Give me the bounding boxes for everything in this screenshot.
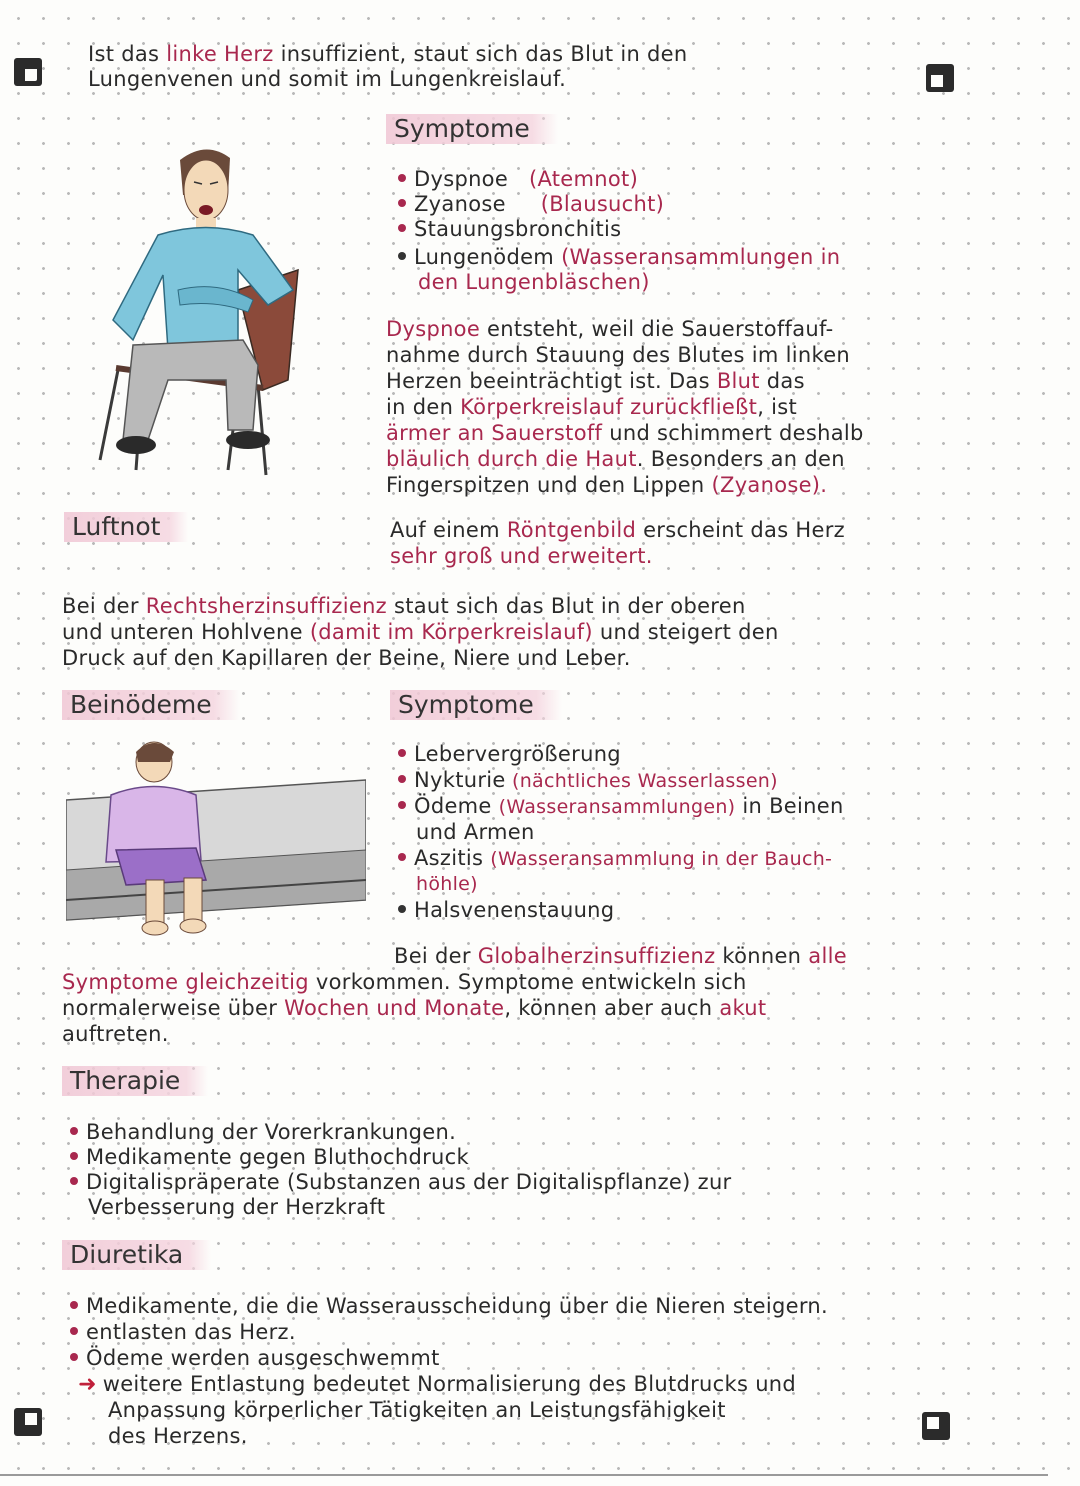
diuretics-arrow-line-3: des Herzens. bbox=[108, 1424, 248, 1448]
diuretics-item-1: Medikamente, die die Wasserausscheidung über die Nieren steigern. bbox=[70, 1294, 828, 1319]
symptom-lungenoedem: Lungenödem (Wasseransammlungen in bbox=[398, 245, 840, 270]
right-heart-line-3: Druck auf den Kapillaren der Beine, Niere und Leber. bbox=[62, 646, 631, 670]
corner-marker-top-left bbox=[14, 58, 42, 86]
therapy-item-3: Digitalispräperate (Substanzen aus der Digitalispflanze) zur bbox=[70, 1170, 732, 1195]
global-line-2: Symptome gleichzeitig vorkommen. Symptome entwickeln sich bbox=[62, 970, 747, 994]
symptom-stauungsbronchitis: Stauungsbronchitis bbox=[398, 217, 621, 242]
illustration-woman-sitting-couch bbox=[66, 740, 366, 940]
global-line-3: normalerweise über Wochen und Monate, können aber auch akut bbox=[62, 996, 767, 1020]
xray-line-2: sehr groß und erweitert. bbox=[390, 544, 653, 568]
dyspnoe-line-4: in den Körperkreislauf zurückfließt, ist bbox=[386, 395, 798, 419]
corner-marker-bottom-left bbox=[14, 1408, 42, 1436]
intro-line-2: Lungenvenen und somit im Lungenkreislauf. bbox=[88, 67, 567, 91]
intro-line-1: Ist das linke Herz insuffizient, staut sich das Blut in den bbox=[88, 42, 688, 66]
diuretics-item-3: Ödeme werden ausgeschwemmt bbox=[70, 1346, 440, 1371]
diuretics-arrow-line-2: Anpassung körperlicher Tätigkeiten an Leistungsfähigkeit bbox=[108, 1398, 726, 1422]
global-line-4: auftreten. bbox=[62, 1022, 169, 1046]
dyspnoe-line-7: Fingerspitzen und den Lippen (Zyanose). bbox=[386, 473, 828, 497]
therapy-item-2: Medikamente gegen Bluthochdruck bbox=[70, 1145, 469, 1170]
corner-marker-bottom-right bbox=[922, 1412, 950, 1440]
symptom-oedeme-cont: und Armen bbox=[416, 820, 535, 844]
dyspnoe-line-1: Dyspnoe entsteht, weil die Sauerstoffauf- bbox=[386, 317, 834, 341]
image-label-luftnot: Luftnot bbox=[64, 512, 188, 542]
symptom-lungenoedem-cont: den Lungenbläschen) bbox=[418, 270, 650, 294]
symptom-aszitis-cont: höhle) bbox=[416, 873, 478, 895]
page-bottom-line bbox=[0, 1474, 1048, 1476]
symptom-nykturie: Nykturie (nächtliches Wasserlassen) bbox=[398, 768, 778, 794]
xray-line-1: Auf einem Röntgenbild erscheint das Herz bbox=[390, 518, 845, 542]
symptom-aszitis: Aszitis (Wasseransammlung in der Bauch- bbox=[398, 846, 832, 872]
symptom-zyanose: Zyanose (Blausucht) bbox=[398, 192, 664, 217]
corner-marker-top-right bbox=[926, 64, 954, 92]
illustration-person-sitting-chair bbox=[88, 140, 318, 485]
global-line-1: Bei der Globalherzinsuffizienz können alle bbox=[394, 944, 847, 968]
right-heart-line-1: Bei der Rechtsherzinsuffizienz staut sich das Blut in der oberen bbox=[62, 594, 746, 618]
therapy-item-1: Behandlung der Vorerkrankungen. bbox=[70, 1120, 456, 1145]
dyspnoe-line-2: nahme durch Stauung des Blutes im linken bbox=[386, 343, 851, 367]
right-heart-line-2: und unteren Hohlvene (damit im Körperkreislauf) und steigert den bbox=[62, 620, 779, 644]
diuretics-item-2: entlasten das Herz. bbox=[70, 1320, 296, 1345]
symptom-oedeme: Ödeme (Wasseransammlungen) in Beinen bbox=[398, 794, 844, 820]
symptom-lebervergroesserung: Lebervergrößerung bbox=[398, 742, 621, 767]
dyspnoe-line-3: Herzen beeinträchtigt ist. Das Blut das bbox=[386, 369, 805, 393]
dyspnoe-line-5: ärmer an Sauerstoff und schimmert deshalb bbox=[386, 421, 864, 445]
arrow-right-icon: ➜ bbox=[78, 1372, 97, 1397]
therapy-heading: Therapie bbox=[62, 1066, 208, 1096]
therapy-item-3-cont: Verbesserung der Herzkraft bbox=[88, 1195, 386, 1219]
symptom-dyspnoe: Dyspnoe (Atemnot) bbox=[398, 167, 638, 192]
image-label-beinoedeme: Beinödeme bbox=[62, 690, 240, 720]
diuretics-heading: Diuretika bbox=[62, 1240, 211, 1270]
symptom-halsvenenstauung: Halsvenenstauung bbox=[398, 898, 614, 923]
symptoms-heading-left: Symptome bbox=[386, 114, 558, 144]
diuretics-arrow-line-1: ➜ weitere Entlastung bedeutet Normalisierung des Blutdrucks und bbox=[78, 1372, 797, 1397]
dyspnoe-line-6: bläulich durch die Haut. Besonders an den bbox=[386, 447, 845, 471]
symptoms-heading-right: Symptome bbox=[390, 690, 562, 720]
